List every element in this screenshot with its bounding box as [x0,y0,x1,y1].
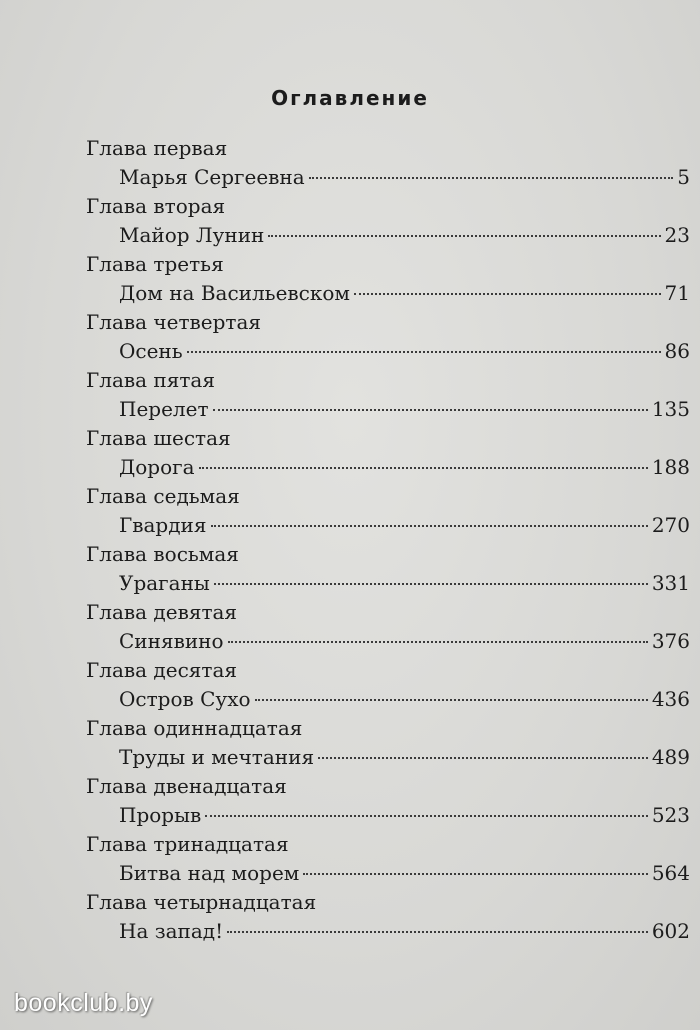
table-of-contents [86,134,690,946]
chapter-title: Синявино [119,629,224,653]
toc-entry [86,626,690,656]
toc-chapter [86,714,690,772]
dot-leader [205,815,648,817]
chapter-label: Глава одиннадцатая [86,716,303,740]
toc-entry [86,510,690,540]
page-number: 602 [651,919,690,943]
dot-leader [228,641,648,643]
toc-chapter [86,540,690,598]
page-number: 5 [677,165,690,189]
chapter-label: Глава четвертая [86,310,262,334]
toc-chapter [86,308,690,366]
chapter-title: Дорога [119,455,195,479]
toc-chapter [86,366,690,424]
toc-chapter [86,772,690,830]
dot-leader [187,351,661,353]
chapter-label: Глава шестая [86,426,231,450]
chapter-title: На запад! [119,919,224,943]
chapter-title: Труды и мечтания [119,745,315,769]
chapter-title: Остров Сухо [119,687,251,711]
page-number: 331 [651,571,690,595]
toc-entry [86,220,690,250]
toc-entry [86,162,690,192]
chapter-title: Прорыв [119,803,202,827]
toc-entry [86,742,690,772]
page-number: 489 [651,745,690,769]
dot-leader [309,177,674,179]
chapter-title: Дом на Васильевском [119,281,350,305]
chapter-label: Глава десятая [86,658,237,682]
dot-leader [255,699,648,701]
toc-chapter [86,656,690,714]
page-number: 270 [651,513,690,537]
dot-leader [214,583,648,585]
chapter-label: Глава двенадцатая [86,774,287,798]
toc-entry [86,336,690,366]
chapter-label: Глава вторая [86,194,226,218]
watermark: bookclub.by [14,989,153,1017]
toc-entry [86,684,690,714]
toc-heading: Оглавление [271,86,429,110]
chapter-label: Глава первая [86,136,228,160]
toc-entry [86,858,690,888]
chapter-title: Ураганы [119,571,210,595]
toc-chapter [86,598,690,656]
toc-chapter [86,134,690,192]
dot-leader [303,873,647,875]
dot-leader [199,467,648,469]
dot-leader [268,235,660,237]
chapter-label: Глава пятая [86,368,215,392]
chapter-label: Глава восьмая [86,542,239,566]
page-number: 188 [651,455,690,479]
chapter-title: Марья Сергеевна [119,165,305,189]
chapter-title: Майор Лунин [119,223,265,247]
chapter-label: Глава четырнадцатая [86,890,317,914]
page-number: 71 [664,281,690,305]
dot-leader [211,525,648,527]
toc-entry [86,916,690,946]
dot-leader [354,293,661,295]
toc-entry [86,568,690,598]
dot-leader [318,757,648,759]
chapter-title: Осень [119,339,183,363]
toc-chapter [86,424,690,482]
page-number: 86 [664,339,690,363]
toc-entry [86,800,690,830]
dot-leader [227,931,648,933]
page-number: 23 [664,223,690,247]
toc-chapter [86,482,690,540]
toc-chapter [86,192,690,250]
toc-chapter [86,888,690,946]
page-number: 436 [651,687,690,711]
toc-chapter [86,830,690,888]
page-number: 376 [651,629,690,653]
chapter-title: Перелет [119,397,209,421]
toc-entry [86,278,690,308]
toc-entry [86,452,690,482]
page-number: 564 [651,861,690,885]
page-number: 135 [651,397,690,421]
chapter-label: Глава третья [86,252,224,276]
dot-leader [213,409,648,411]
chapter-label: Глава девятая [86,600,238,624]
toc-entry [86,394,690,424]
chapter-title: Гвардия [119,513,207,537]
chapter-label: Глава седьмая [86,484,240,508]
toc-chapter [86,250,690,308]
chapter-title: Битва над морем [119,861,300,885]
chapter-label: Глава тринадцатая [86,832,289,856]
page-number: 523 [651,803,690,827]
